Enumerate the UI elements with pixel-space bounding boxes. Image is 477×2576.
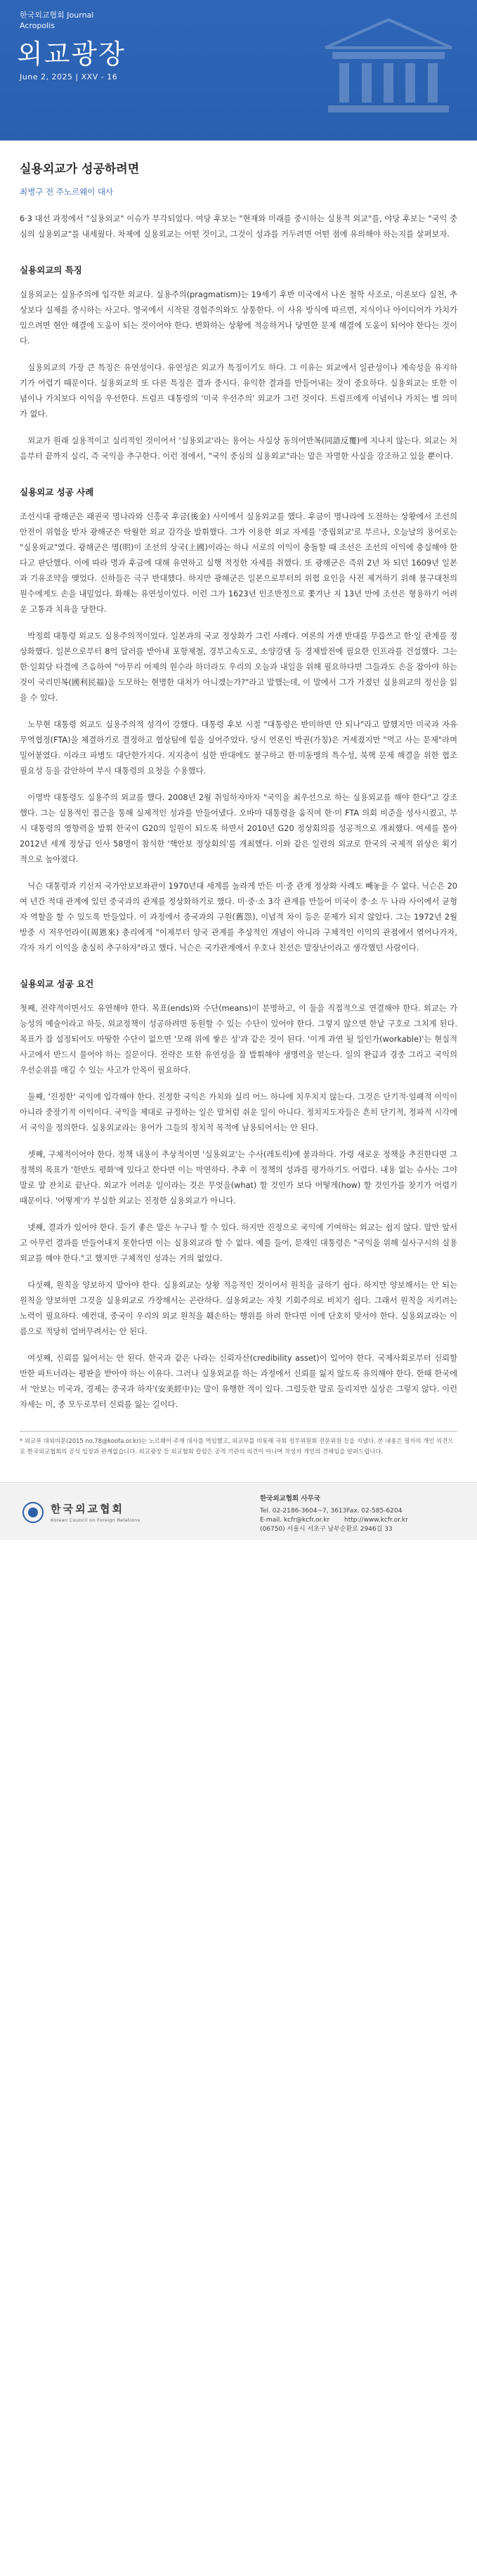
article-body	[0, 140, 477, 1457]
paragraph: 조선시대 광해군은 패권국 명나라와 신흥국 후금(後金) 사이에서 실용외교를 했다. 후금이 명나라에 도전하는 상황에서 조선의 안전이 위험을 받자 광해군은 탁월한 외교 감각을 발휘했다. 그가 이용한 외교 자세를 '중립외교'로 부르나, 오늘날의 용어로는 "실용외교"였다. 광해군은 명(明)이 조선의 상국(上國)이라는 하나 서로의 이익이 충돌할 때 조선은 조선의 이익에 충실해야 한다고 판단했다. 이에 따라 명과 후금에 대해 유연하고 실행 적정한 자세를 취했다. 또 광해군은 즉위 2년 차 되던 1609년 일본과 기유조약을 맺었다. 신하들은 극구 반대했다. 하지만 광해군은 일본으로부터의 위협 요인을 사전 제거하기 위해 불구대천의 원수에게도 손을 내밀었다. 화해는 유연성이었다. 이런 그가 1623년 인조반정으로 쫓겨난 지 13년 만에 조선은 형용하기 어려운 고통과 치욕을 당한다.	[20, 512, 457, 614]
journal-name-line2: Acropolis	[20, 21, 55, 30]
kcfr-logo-icon	[22, 1502, 44, 1523]
masthead	[0, 0, 477, 140]
organization-name: 한국외교협회	[51, 1503, 124, 1515]
paragraph: 노무현 대통령 외교도 실용주의적 성격이 강했다. 대통령 후보 시절 "대통령은 반미하면 안 되나"라고 말했지만 미국과 자유무역협정(FTA)을 체결하기로 결정하고 협상팀에 힘을 실어주었다. 당시 언론인 박권(가칭)은 거세졌지만 "먹고 사는 문제"라며 밀어붙였다. 이라크 파병도 대단한가지다. 지지층이 심한 반대에도 불구하고 한·미동맹의 특수성, 북핵 문제 해결을 위한 협조 필요성 등을 감안하여 부시 대통령의 요청을 수용했다.	[20, 720, 457, 776]
issue-info: June 2, 2025 | XXV - 16	[20, 72, 118, 81]
paragraph: 박정희 대통령 외교도 실용주의적이었다. 일본과의 국교 정상화가 그런 사례다. 여론의 거센 반대를 무릅쓰고 한·일 관계를 정상화했다. 일본으로부터 8억 달러를 받아내 포항제철, 경부고속도로, 소양강댐 등 경제발전에 필요한 인프라를 건설했다. 그는 한·일회담 타결에 즈음하여 "아무리 어제의 원수라 하더라도 우리의 오늘과 내일을 위해 필요하다면 그들과도 손을 잡아야 하는 것이 국리민복(國利民福)을 도모하는 현명한 대처가 아니겠는가?"라고 말했는데, 이 말에서 그가 가졌던 실용외교의 정신을 읽을 수 있다.	[20, 632, 457, 702]
paragraph: 셋째, 구체적이어야 한다. 정책 내용이 추상적이면 '실용외교'는 수사(레토릭)에 불과하다. 가령 새로운 정책을 추진한다면 그 정책의 목표가 '한반도 평화'에 있다고 한다면 이는 막연하다. 추후 이 정책의 성과를 평가하기도 어렵다. 내용 없는 슈사는 그야말로 말 잔치로 끝난다. 외교가 어려운 일이라는 것은 무엇을(what) 할 것인가 보다 어떻게(how) 할 것인가를 찾기가 어렵기 때문이다. '어떻게'가 부실한 외교는 진정한 실용외교가 아니다.	[20, 1150, 457, 1205]
address: (06750) 서울시 서초구 남부순환로 2946길 33	[260, 1526, 393, 1533]
paragraph: 이명박 대통령도 실용주의 외교를 했다. 2008년 2월 취임하자마자 "국익을 최우선으로 하는 실용외교를 해야 한다"고 강조했다. 그는 실용적인 접근을 통해 실제적인 성과를 만들어냈다. 오바마 대통령을 움직여 한·미 FTA 의회 비준을 성사시켰고, 부시 대통령의 영향력을 발휘 한국이 G20의 일원이 되도록 하면서 2010년 G20 정상회의를 성공적으로 개최했다. 여세를 몰아 2012년 세계 정상급 인사 58명이 참석한 '핵안보 정상회의'를 개최했다. 이와 같은 일련의 외교로 한국의 국제적 위상은 획기적으로 높아졌다.	[20, 793, 457, 864]
organization-logo	[22, 1501, 140, 1523]
author-footnote: * 외교부 대외비문(2015 no.78@koofa.or.kr)는 노르웨이 주재 대사를 역임했고, 외교부를 비롯해 국회 정무위원회 전문위원 등을 지냈다. 본 내용은 필자의 개인 의견으로 한국외교협회의 공식 입장과 관계없습니다. 외교광장 등 외교협회 칼럼은 공적 기관의 의견이 아니며 작성자 개인의 견해임을 알려드립니다.	[20, 1437, 454, 1455]
paragraph: 둘째, '진정한' 국익에 입각해야 한다. 진정한 국익은 가치와 실리 어느 하나에 치우치지 않는다. 그것은 단기적·임페적 이익이 아니라 중장기적 이익이다. 국익을 제대로 규정하는 일은 말처럼 쉬운 일이 아니다. 정치지도자들은 흔히 단기적, 정파적 시각에서 국익을 정의한다. 실용외교라는 용어가 그들의 정치적 목적에 남용되어서는 안 된다.	[20, 1092, 457, 1132]
article-author: 최병구 전 주노르웨이 대사	[20, 187, 114, 197]
website-link[interactable]: http://www.kcfr.or.kr	[344, 1517, 408, 1524]
paragraph: 실용외교는 실용주의에 입각한 외교다. 실용주의(pragmatism)는 19세기 후반 미국에서 나온 철학 사조로, 이론보다 실천, 추상보다 실제를 중시하는 사고다. 영국에서 시작된 경험주의와도 상통한다. 이 사유 방식에 따르면, 지식이나 아이디어가 가치가 있으려면 현안 해결에 도움이 되는 것이어야 한다. 변화하는 상황에 적응하거나 당면한 문제 해결에 도움이 되어야 한다는 것이다.	[20, 290, 457, 346]
paragraph: 넷째, 결과가 있어야 한다. 듣기 좋은 말은 누구나 할 수 있다. 하지만 진정으로 국익에 기여하는 외교는 쉽지 않다. 말만 앞서고 아무런 결과를 만들어내지 못한다면 이는 실용외교라 할 수 없다. 예를 들어, 문재인 대통령은 "국익을 위해 실사구시의 실용외교를 해야 한다."고 했지만 구체적인 성과는 거의 없었다.	[20, 1223, 457, 1263]
paragraph: 여섯째, 신뢰를 잃어서는 안 된다. 한국과 같은 나라는 신뢰자산(credibility asset)이 있어야 한다. 국제사회로부터 신뢰할 만한 파트너라는 평판을 받아야 하는 이유다. 그러나 실용외교를 하는 과정에서 신뢰를 잃지 않도록 유의해야 한다. 한때 한국에서 '안보는 미국과, 경제는 중국과 하자'(安美經中)는 말이 유행한 적이 있다. 그럴듯한 말로 들리지만 실상은 그렇지 않다. 이런 자세는 미, 중 모두로부터 신뢰를 잃는 길이다.	[20, 1354, 457, 1409]
publication-title: 외교광장	[17, 39, 126, 70]
article-title: 실용외교가 성공하려면	[20, 162, 140, 176]
journal-name-line1: 한국외교협회 Journal	[20, 11, 94, 20]
phone-number: Tel. 02-2186-3604~7, 3613	[260, 1508, 347, 1515]
paragraph: 다섯째, 원칙을 양보하지 말아야 한다. 실용외교는 상황 적응적인 것이어서 원칙을 금하기 쉽다. 하지만 양보해서는 안 되는 원칙을 양보하면 그것을 실용외교로 가장해서는 곤란하다. 실용외교는 자칫 기회주의로 비치기 쉽다. 그래서 원칙을 지키려는 노력이 필요하다. 예컨대, 중국이 우리의 외교 원칙을 훼손하는 행위를 하려 한다면 이에 단호히 맞서야 한다. 실용외교라는 이름으로 적당히 얼버무려서는 안 된다.	[20, 1281, 457, 1336]
email-link[interactable]: E-mail. kcfr@kcfr.or.kr	[260, 1517, 330, 1524]
office-name: 한국외교협회 사무국	[260, 1495, 320, 1503]
section-heading: 실용외교 성공 요건	[20, 979, 94, 989]
footer	[0, 1482, 477, 1540]
paragraph: 닉슨 대통령과 키신저 국가안보보좌관이 1970년대 세계를 놀라게 만든 미·중 관계 정상화 사례도 빼놓을 수 없다. 닉슨은 20여 년간 적대 관계에 있던 중국과의 관계를 정상화하기로 했다. 미·중·소 3각 관계를 만들어 미국이 중·소 두 나라 사이에서 균형자 역할을 할 수 있도록 만들었다. 이 과정에서 중국과의 구원(舊怨), 이념적 차이 등은 문제가 되지 않았다. 그는 1972년 2월 방중 시 저우언라이(周恩來) 총리에게 "이제부터 양국 관계를 추상적인 개념이 아니라 구체적인 이익의 관점에서 엮어나가자, 각자 자기 이익을 충실히 추구하자"라고 했다. 닉슨은 국가관계에서 우호나 친선은 말장난이라고 생각했던 사람이다.	[20, 882, 457, 953]
section-heading: 실용외교 성공 사례	[20, 487, 94, 497]
paragraph: 첫째, 전략적이면서도 유연해야 한다. 목표(ends)와 수단(means)이 분명하고, 이 둘을 직접적으로 연결해야 한다. 외교는 가능성의 예술이라고 하듯, 외교정책이 성공하려면 동원할 수 있는 수단이 있어야 한다. 그렇지 않으면 한낱 구호로 그치게 된다. 목표가 잘 설정되어도 마땅한 수단이 없으면 '모래 위에 쌓은 성'과 같은 것이 된다. '이게 과연 될 일인가(workable)'는 현실적 사고에서 반드시 물어야 하는 질문이다. 전략은 또한 유연성을 잘 발휘해야 생명력을 얻는다. 일의 완급과 경중 그리고 국익의 우선순위를 매길 수 있는 사고가 안목이 필요하다.	[20, 1004, 457, 1075]
footnote-divider	[20, 1431, 457, 1432]
journal-name	[20, 10, 93, 31]
acropolis-icon	[318, 13, 459, 118]
paragraph: 외교가 원래 실용적이고 실리적인 것이어서 '실용외교'라는 용어는 사실상 동의어반복(同語反覆)에 지나지 않는다. 외교는 처음부터 끝까지 실리, 즉 국익을 추구한다. 이런 점에서, "국익 중심의 실용외교"라는 말은 자명한 사실을 강조하고 있을 뿐이다.	[20, 436, 457, 461]
contact-info	[260, 1493, 431, 1534]
section-heading: 실용외교의 특징	[20, 265, 82, 275]
intro-paragraph: 6·3 대선 과정에서 "실용외교" 이슈가 부각되었다. 여당 후보는 "현재와 미래를 중시하는 실용적 외교"를, 야당 후보는 "국익 중심의 실용외교"를 내세웠다. 차제에 실용외교는 어떤 것이고, 그것이 성과를 거두려면 어떤 점에 유의해야 하는지를 살펴보자.	[20, 214, 457, 239]
paragraph: 실용외교의 가장 큰 특징은 유연성이다. 유연성은 외교가 특징이기도 하다. 그 이유는 외교에서 일관성이나 계속성을 유지하기가 어렵기 때문이다. 실용외교의 또 다른 특징은 결과 중시다. 유익한 결과를 만들어내는 것이 중요하다. 실용외교는 또한 이념이나 가치보다 이익을 우선한다. 트럼프 대통령의 '미국 우선주의' 외교가 그런 것이다. 트럼프에게 이념이나 가치는 별 의미가 없다.	[20, 363, 457, 419]
fax-number: Fax. 02-585-6204	[346, 1508, 403, 1515]
organization-name-en: Korean Council on Foreign Relations	[51, 1517, 141, 1523]
